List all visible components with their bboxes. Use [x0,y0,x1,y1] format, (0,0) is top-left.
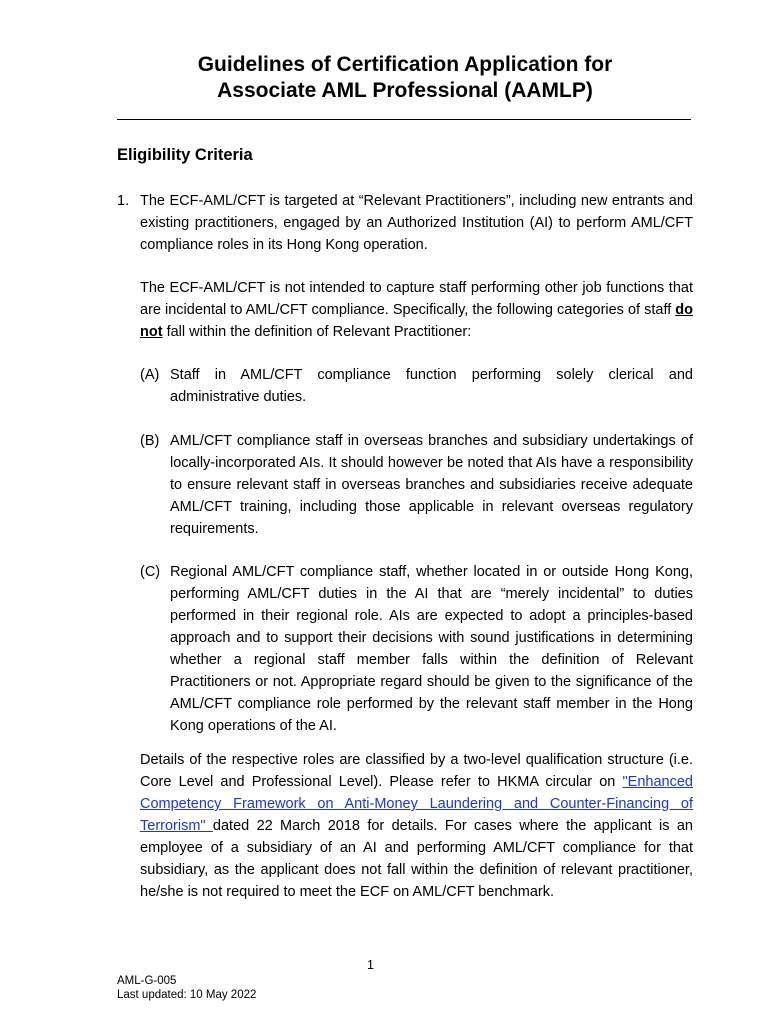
document-footer [117,974,256,1002]
sub-item-label: (A) [140,367,160,383]
title-divider [117,119,691,120]
exclusions-text-after: fall within the definition of Relevant Practitioner: [162,324,472,340]
sub-item-label: (B) [140,433,160,449]
page-number: 1 [367,958,374,972]
footer-last-updated: Last updated: 10 May 2022 [117,989,257,1001]
sub-item-text: Regional AML/CFT compliance staff, whether located in or outside Hong Kong, performing AML/CFT duties in the AI that are “merely incidental” to duties performed in their regional role. AIs are expected to adopt a principles-based approach and to support their decisions with sound justifications in determining whether a regional staff member falls within the definition of Relevant Practitioners or not. Appropriate regard should be given to the significance of the AML/CFT compliance role performed by the relevant staff member in the Hong Kong operations of the AI. [170,564,693,734]
hkma-circular-link[interactable]: "Enhanced Competency Framework on Anti-Money Laundering and Counter-Financing of Terrorism" [140,774,693,834]
document-title [100,52,710,104]
item-number: 1. [117,193,130,209]
details-text-after: dated 22 March 2018 for details. For cases where the applicant is an employee of a subsidiary of an AI and performing AML/CFT compliance for that subsidiary, as the applicant does not fall within the definition of relevant practitioner, he/she is not required to meet the ECF on AML/CFT benchmark. [140,818,693,900]
paragraph-exclusions [140,277,693,343]
paragraph-qualification-details [140,749,693,903]
title-line-2: Associate AML Professional (AAMLP) [217,79,593,102]
sub-item-text: AML/CFT compliance staff in overseas branches and subsidiary undertakings of locally-incorporated AIs. It should however be noted that AIs have a responsibility to ensure relevant staff in overseas branches and subsidiaries receive adequate AML/CFT training, including those applicable in relevant overseas regulatory requirements. [170,433,693,537]
section-heading: Eligibility Criteria [117,146,253,164]
exclusions-text-before: The ECF-AML/CFT is not intended to capture staff performing other job functions that are incidental to AML/CFT compliance. Specifically, the following categories of staff [140,280,693,318]
title-line-1: Guidelines of Certification Application for [197,53,613,76]
paragraph-relevant-practitioners: The ECF-AML/CFT is targeted at “Relevant Practitioners”, including new entrants and existing practitioners, engaged by an Authorized Institution (AI) to perform AML/CFT compliance roles in its Hong Kong operation. [140,193,693,253]
do-not-emphasis: do not [140,302,693,340]
details-text-before: Details of the respective roles are classified by a two-level qualification structure (i.e. Core Level and Professional Level). Please refer to HKMA circular on [140,752,693,790]
sub-item-label: (C) [140,564,161,580]
sub-item-text: Staff in AML/CFT compliance function performing solely clerical and administrative duties. [170,367,693,405]
footer-doc-code: AML-G-005 [117,975,177,987]
